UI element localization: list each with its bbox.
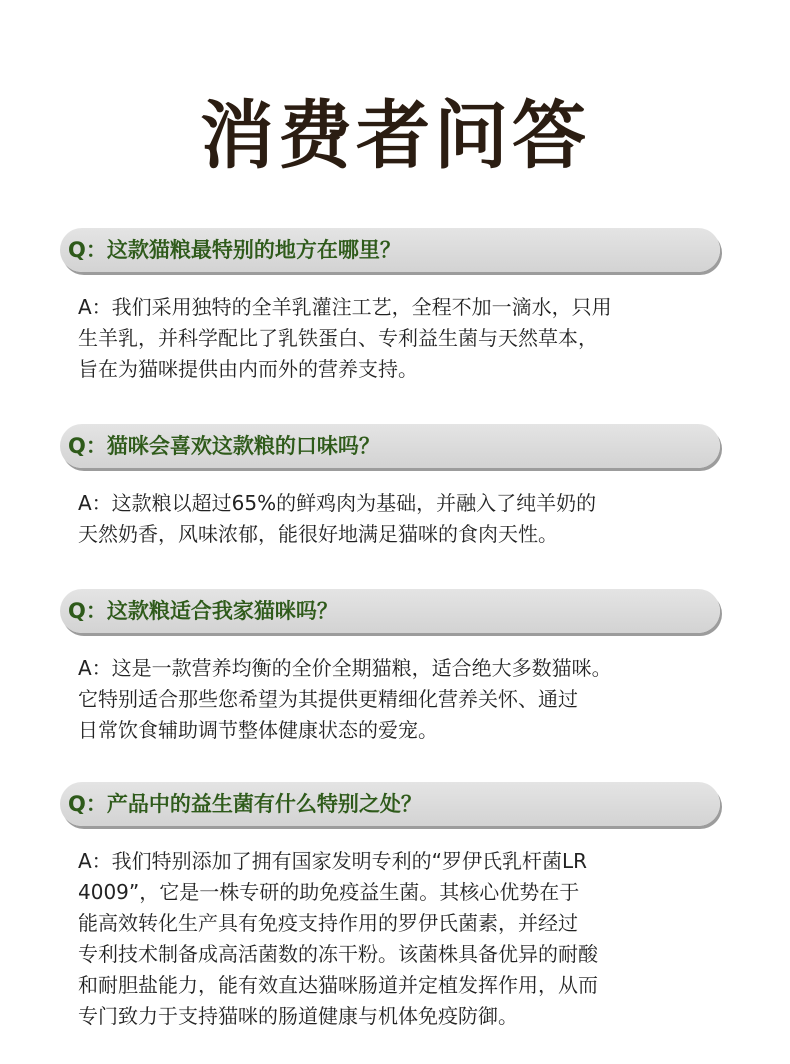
answer-text (78, 488, 728, 550)
question-bar (60, 782, 720, 826)
answer-line: 它特别适合那些您希望为其提供更精细化营养关怀、通过 (78, 687, 578, 711)
question-bar (60, 589, 720, 633)
qa-item (60, 228, 720, 385)
answer-line: A：这款粮以超过65%的鲜鸡肉为基础，并融入了纯羊奶的 (78, 491, 597, 515)
answer-text (78, 292, 728, 385)
answer-line: 日常饮食辅助调节整体健康状态的爱宠。 (78, 718, 438, 742)
qa-item (60, 424, 720, 550)
answer-line: A：我们采用独特的全羊乳灌注工艺，全程不加一滴水，只用 (78, 295, 612, 319)
question-text: Q：产品中的益生菌有什么特别之处？ (68, 792, 422, 816)
question-text: Q：这款猫粮最特别的地方在哪里？ (68, 238, 401, 262)
answer-text (78, 653, 728, 746)
qa-item (60, 782, 720, 1032)
question-text: Q：猫咪会喜欢这款粮的口味吗？ (68, 434, 380, 458)
page-title: 消费者问答 (200, 93, 590, 179)
answer-line: 和耐胆盐能力，能有效直达猫咪肠道并定植发挥作用，从而 (78, 973, 598, 997)
question-bar (60, 424, 720, 468)
answer-line: 生羊乳，并科学配比了乳铁蛋白、专利益生菌与天然草本， (78, 326, 598, 350)
answer-line: 能高效转化生产具有免疫支持作用的罗伊氏菌素，并经过 (78, 911, 578, 935)
answer-text (78, 846, 728, 1032)
answer-line: A：这是一款营养均衡的全价全期猫粮，适合绝大多数猫咪。 (78, 656, 612, 680)
answer-line: 专门致力于支持猫咪的肠道健康与机体免疫防御。 (78, 1004, 518, 1028)
question-bar (60, 228, 720, 272)
answer-line: 天然奶香，风味浓郁，能很好地满足猫咪的食肉天性。 (78, 522, 558, 546)
answer-line: 专利技术制备成高活菌数的冻干粉。该菌株具备优异的耐酸 (78, 942, 598, 966)
question-text: Q：这款粮适合我家猫咪吗？ (68, 599, 338, 623)
answer-line: 旨在为猫咪提供由内而外的营养支持。 (78, 357, 418, 381)
answer-line: 4009”，它是一株专研的助免疫益生菌。其核心优势在于 (78, 880, 580, 904)
qa-item (60, 589, 720, 746)
answer-line: A：我们特别添加了拥有国家发明专利的“罗伊氏乳杆菌LR (78, 849, 588, 873)
